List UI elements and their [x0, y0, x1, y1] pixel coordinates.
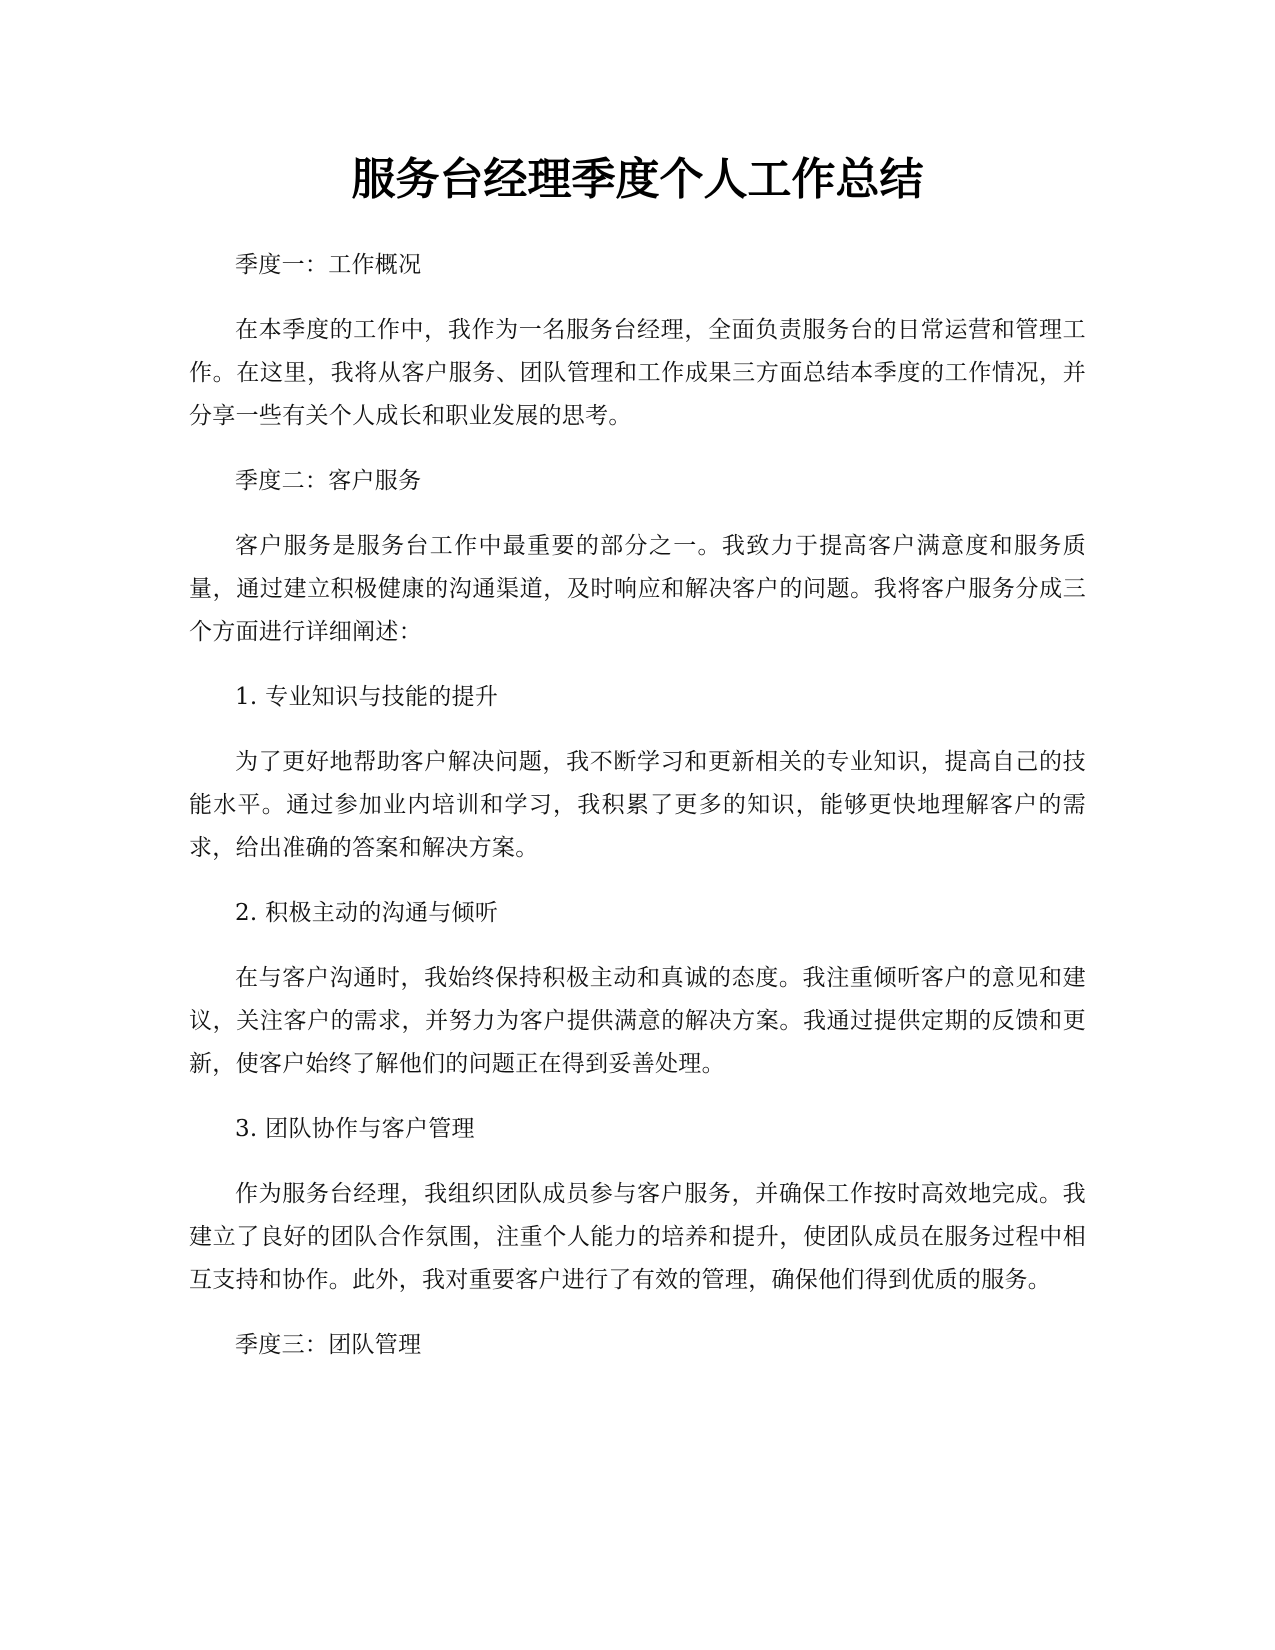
- section-heading: 季度一：工作概况: [235, 252, 422, 278]
- section-heading: 季度三：团队管理: [235, 1332, 422, 1358]
- page-title: 服务台经理季度个人工作总结: [351, 154, 924, 205]
- subsection-heading: 1. 专业知识与技能的提升: [235, 684, 499, 710]
- body-paragraph: 客户服务是服务台工作中最重要的部分之一。我致力于提高客户满意度和服务质量，通过建立积极健康的沟通渠道，及时响应和解决客户的问题。我将客户服务分成三个方面进行详细阐述：: [189, 533, 1086, 645]
- document-body: [189, 244, 1086, 1389]
- body-paragraph: 为了更好地帮助客户解决问题，我不断学习和更新相关的专业知识，提高自己的技能水平。通过参加业内培训和学习，我积累了更多的知识，能够更快地理解客户的需求，给出准确的答案和解决方案。: [189, 749, 1086, 861]
- section-heading: 季度二：客户服务: [235, 468, 422, 494]
- body-paragraph: 在本季度的工作中，我作为一名服务台经理，全面负责服务台的日常运营和管理工作。在这里，我将从客户服务、团队管理和工作成果三方面总结本季度的工作情况，并分享一些有关个人成长和职业发展的思考。: [189, 317, 1086, 429]
- body-paragraph: 作为服务台经理，我组织团队成员参与客户服务，并确保工作按时高效地完成。我建立了良好的团队合作氛围，注重个人能力的培养和提升，使团队成员在服务过程中相互支持和协作。此外，我对重要客户进行了有效的管理，确保他们得到优质的服务。: [189, 1181, 1086, 1293]
- subsection-heading: 3. 团队协作与客户管理: [235, 1116, 475, 1142]
- subsection-heading: 2. 积极主动的沟通与倾听: [235, 900, 499, 926]
- body-paragraph: 在与客户沟通时，我始终保持积极主动和真诚的态度。我注重倾听客户的意见和建议，关注客户的需求，并努力为客户提供满意的解决方案。我通过提供定期的反馈和更新，使客户始终了解他们的问题正在得到妥善处理。: [189, 965, 1086, 1077]
